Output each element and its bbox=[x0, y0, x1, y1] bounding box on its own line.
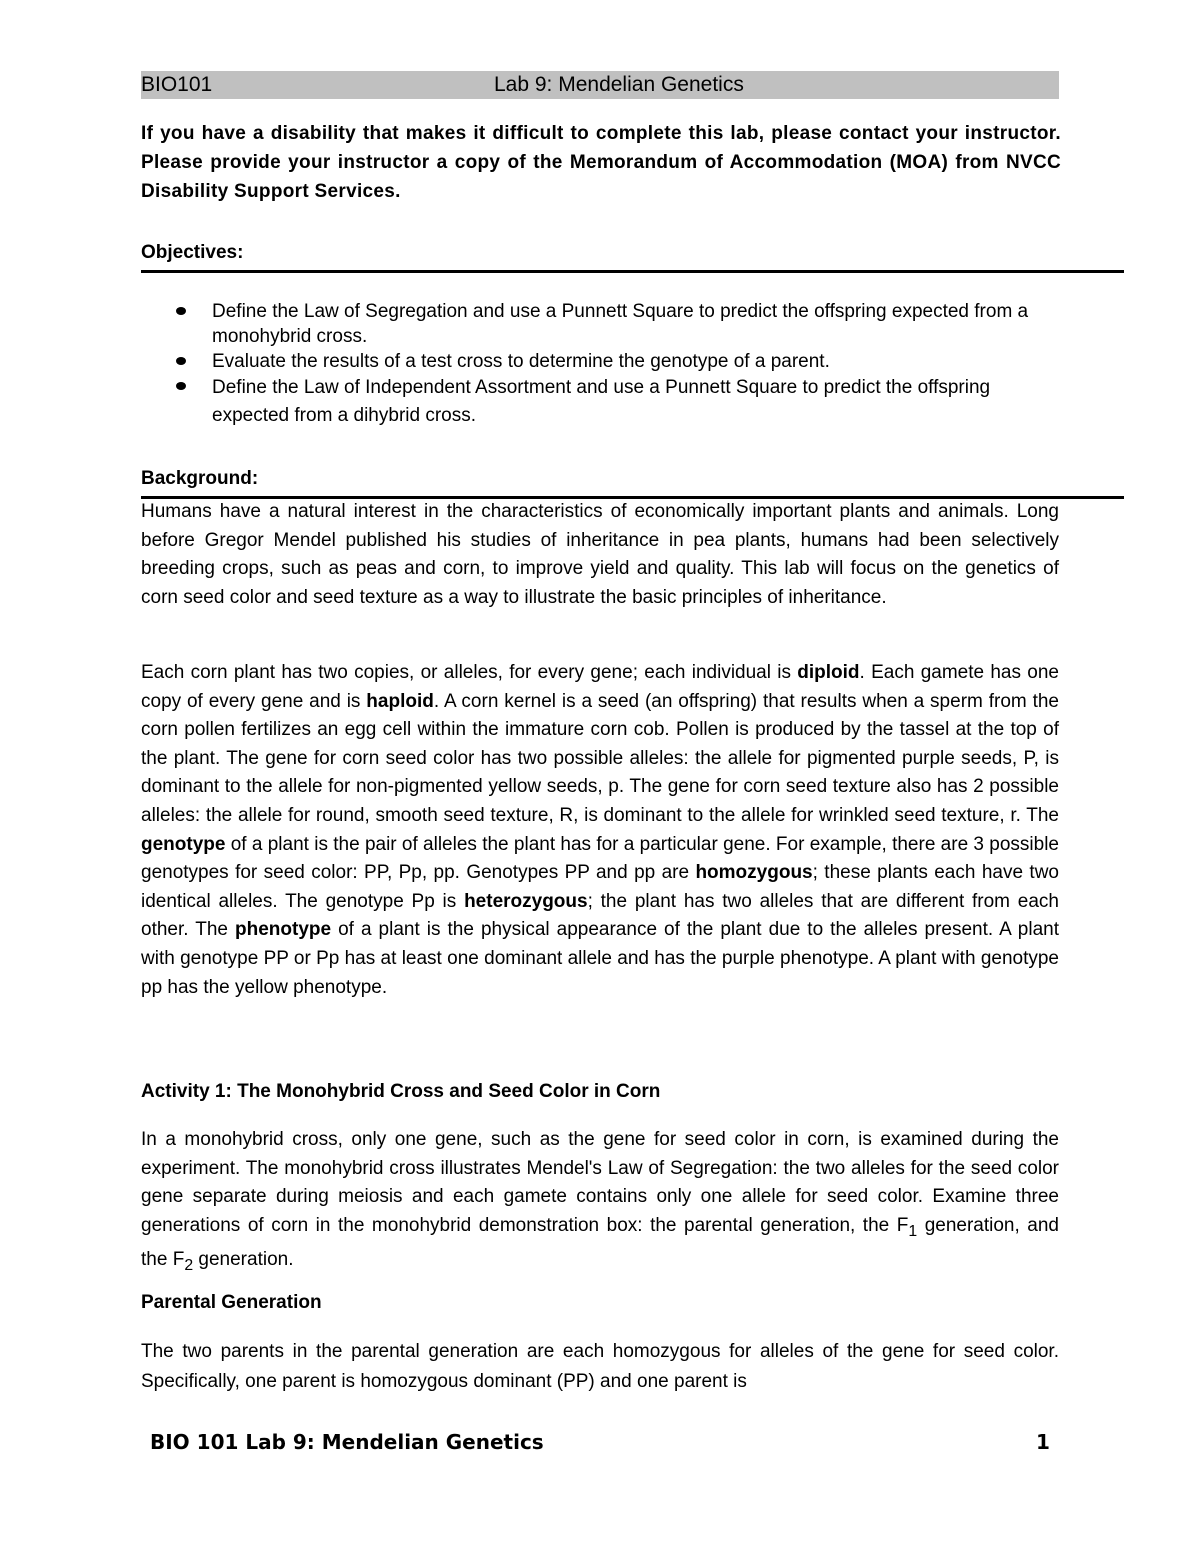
objectives-divider bbox=[141, 270, 1124, 273]
activity-1-paragraph: In a monohybrid cross, only one gene, such as the gene for seed color in corn, is examined during the experiment. The monohybrid cross illustrates Mendel's Law of Segregation: the two alleles for the seed color gene separate during meiosis and each gamete contains only one allele for seed color. Examine three generations of corn in the monohybrid demonstration box: the parental generation, the $F_1$ generation, and the $F_2$ generation. bbox=[141, 1129, 1059, 1274]
background-paragraph-2: Each corn plant has two copies, or alleles, for every gene; each individual is diploid. Each gamete has one copy of every gene and is haploid. A corn kernel is a seed (an offspring) that results when a sperm from the corn pollen fertilizes an egg cell within the immature corn cob. Pollen is produced by the tassel at the top of the plant. The gene for corn seed color has two possible alleles: the allele for pigmented purple seeds, P, is dominant to the allele for non-pigmented yellow seeds, p. The gene for corn seed texture also has 2 possible alleles: the allele for round, smooth seed texture, R, is dominant to the allele for wrinkled seed texture, r. The genotype of a plant is the pair of alleles the plant has for a particular gene. For example, there are 3 possible genotypes for seed color: PP, Pp, pp. Genotypes PP and pp are homozygous; these plants each have two identical alleles. The genotype Pp is heterozygous; the plant has two alleles that are different from each other. The phenotype of a plant is the physical appearance of the plant due to the alleles present. A plant with genotype PP or Pp has at least one dominant allele and has the purple phenotype. A plant with genotype pp has the yellow phenotype. bbox=[141, 662, 1059, 998]
list-item: Define the Law of Segregation and use a Punnett Square to predict the offspring expected from a monohybrid cross. bbox=[176, 299, 1056, 349]
course-code: BIO101 bbox=[141, 73, 213, 96]
footer-title: BIO 101 Lab 9: Mendelian Genetics bbox=[150, 1430, 544, 1454]
list-item: Define the Law of Independent Assortment and use a Punnett Square to predict the offspring expected from a dihybrid cross. bbox=[176, 374, 1056, 430]
parental-generation-heading: Parental Generation bbox=[141, 1292, 322, 1313]
background-paragraph-1: Humans have a natural interest in the characteristics of economically important plants and animals. Long before Gregor Mendel published his studies of inheritance in pea plants, humans had been selectively breeding crops, such as peas and corn, to improve yield and quality. This lab will focus on the genetics of corn seed color and seed texture as a way to illustrate the basic principles of inheritance. bbox=[141, 501, 1059, 608]
header-bar bbox=[141, 71, 1059, 99]
page-number: 1 bbox=[1036, 1430, 1050, 1454]
list-item: Evaluate the results of a test cross to determine the genotype of a parent. bbox=[176, 349, 1056, 374]
accommodation-notice: If you have a disability that makes it difficult to complete this lab, please contact your instructor. Please provide your instructor a copy of the Memorandum of Accommodation (MOA) from NVCC Disability Support Services. bbox=[141, 123, 1061, 202]
bullet-icon bbox=[176, 382, 186, 390]
lab-title: Lab 9: Mendelian Genetics bbox=[494, 73, 744, 96]
parental-paragraph: The two parents in the parental generation are each homozygous for alleles of the gene for seed color. Specifically, one parent is homozygous dominant (PP) and one parent is bbox=[141, 1341, 1059, 1392]
bullet-icon bbox=[176, 357, 186, 365]
activity-1-heading: Activity 1: The Monohybrid Cross and Seed Color in Corn bbox=[141, 1081, 661, 1102]
background-heading: Background: bbox=[141, 468, 259, 489]
objectives-heading: Objectives: bbox=[141, 242, 244, 263]
bullet-icon bbox=[176, 307, 186, 315]
objectives-list bbox=[176, 299, 1056, 430]
